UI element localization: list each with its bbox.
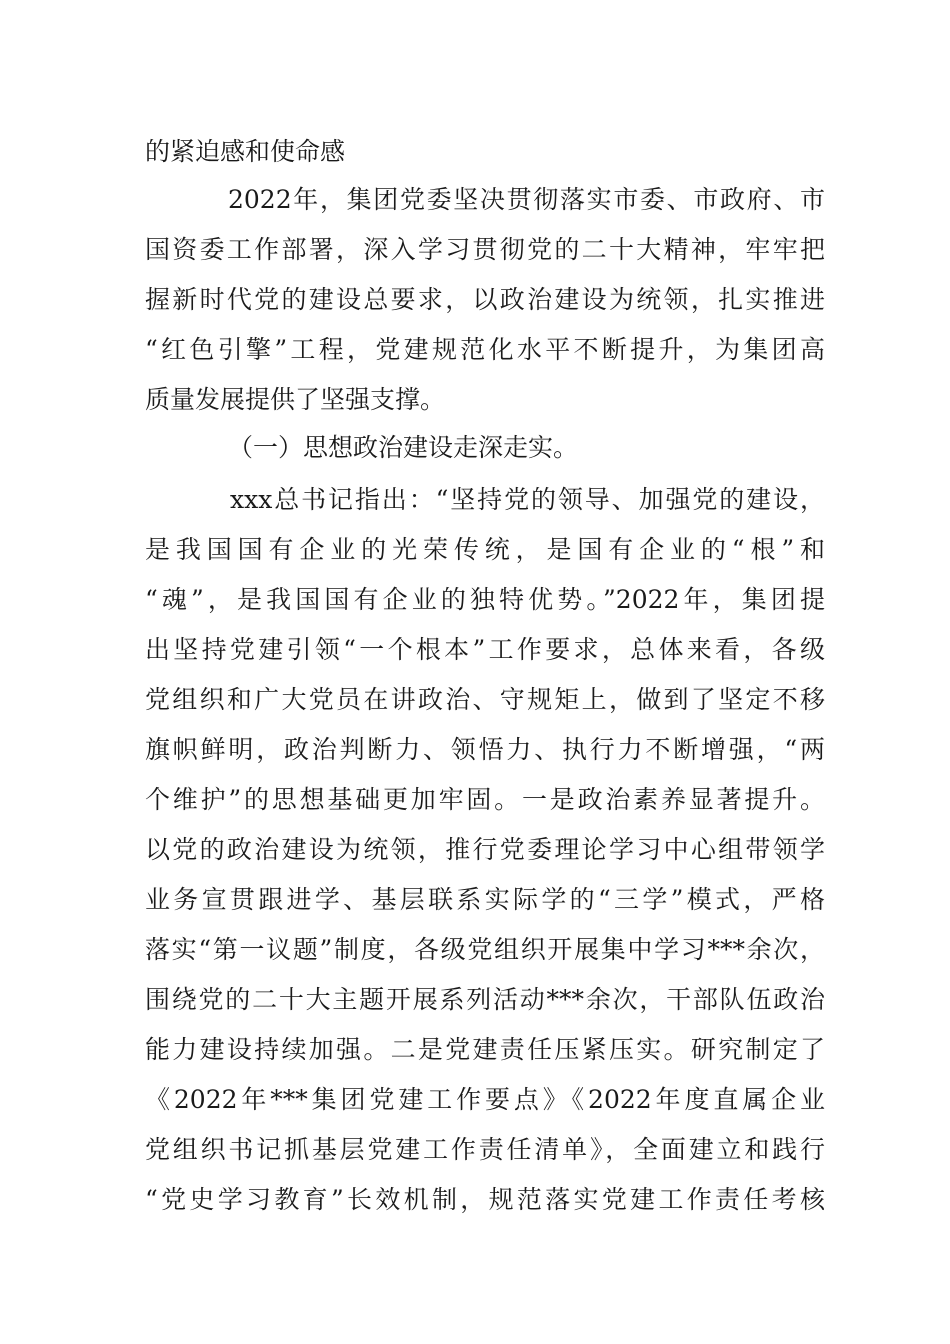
- text-line-14: 个维护”的思想基础更加牢固。一是政治素养显著提升。: [145, 785, 825, 814]
- text-line-8: xxx总书记指出：“坚持党的领导、加强党的建设，: [230, 485, 825, 514]
- text-line-6: 质量发展提供了坚强支撑。: [145, 385, 446, 414]
- text-line-16: 业务宣贯跟进学、基层联系实际学的“三学”模式，严格: [145, 885, 825, 914]
- text-line-10: “魂”，是我国国有企业的独特优势。”2022年，集团提: [145, 585, 825, 614]
- text-line-19: 能力建设持续加强。二是党建责任压紧压实。研究制定了: [145, 1035, 825, 1064]
- text-line-11: 出坚持党建引领“一个根本”工作要求，总体来看，各级: [145, 635, 825, 664]
- text-line-13: 旗帜鲜明，政治判断力、领悟力、执行力不断增强，“两: [145, 735, 825, 764]
- text-line-15: 以党的政治建设为统领，推行党委理论学习中心组带领学: [145, 835, 825, 864]
- text-line-9: 是我国国有企业的光荣传统，是国有企业的“根”和: [145, 535, 825, 564]
- text-line-20: 《2022年***集团党建工作要点》《2022年度直属企业: [145, 1085, 825, 1114]
- text-line-2: 2022年，集团党委坚决贯彻落实市委、市政府、市: [228, 185, 825, 214]
- text-line-5: “红色引擎”工程，党建规范化水平不断提升，为集团高: [145, 335, 825, 364]
- text-line-21: 党组织书记抓基层党建工作责任清单》，全面建立和践行: [145, 1135, 825, 1164]
- text-line-22: “党史学习教育”长效机制，规范落实党建工作责任考核: [145, 1185, 825, 1214]
- text-line-3: 国资委工作部署，深入学习贯彻党的二十大精神，牢牢把: [145, 235, 825, 264]
- text-line-18: 围绕党的二十大主题开展系列活动***余次，干部队伍政治: [145, 985, 825, 1014]
- text-line-17: 落实“第一议题”制度，各级党组织开展集中学习***余次，: [145, 935, 825, 964]
- text-line-1: 的紧迫感和使命感: [145, 137, 346, 166]
- text-line-12: 党组织和广大党员在讲政治、守规矩上，做到了坚定不移: [145, 685, 825, 714]
- section-heading: （一）思想政治建设走深走实。: [228, 433, 579, 462]
- text-line-4: 握新时代党的建设总要求，以政治建设为统领，扎实推进: [145, 285, 825, 314]
